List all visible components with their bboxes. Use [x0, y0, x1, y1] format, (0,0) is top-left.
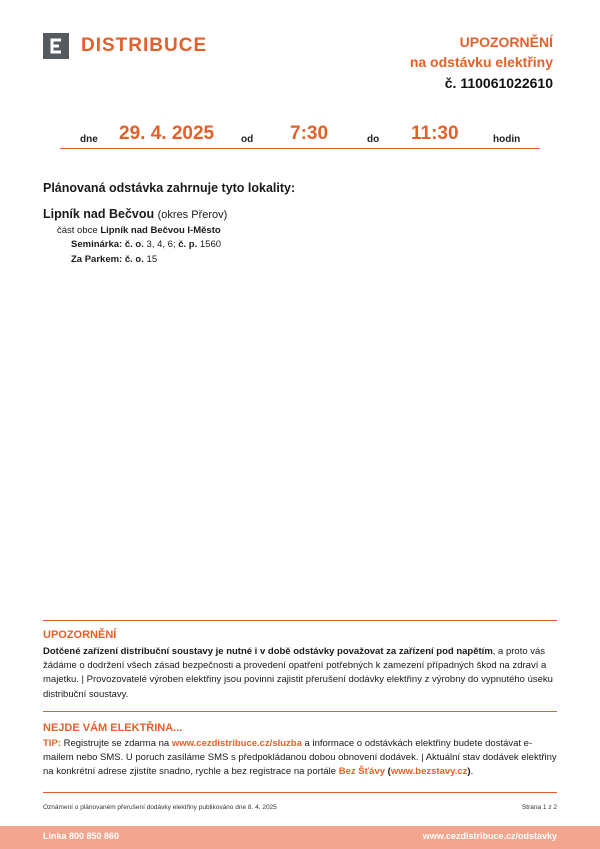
page-number: Strana 1 z 2: [521, 804, 557, 811]
locality-heading: Plánovaná odstávka zahrnuje tyto lokality:: [43, 181, 296, 195]
notice-number: [445, 75, 553, 91]
tip-label: TIP:: [43, 738, 61, 749]
notice-number-value: 110061022610: [460, 75, 553, 91]
co-values: 15: [146, 254, 158, 265]
footer-link[interactable]: www.cezdistribuce.cz/odstavky: [422, 831, 557, 841]
notice-number-prefix: č.: [444, 75, 457, 91]
town: [43, 207, 227, 221]
street-name: Za Parkem:: [71, 254, 123, 265]
date-label: dne: [80, 134, 98, 145]
tip-text: TIP: Registrujte se zdarma na www.cezdistribuce.cz/sluzba a informace o odstávkách elektřiny budete dostávat e-mailem nebo SMS. U poruch zasíláme SMS s předpokládanou dobou obnovení dodávek. | Aktuální stav dodávek elektřiny na konkrétní adrese zjistíte snadno, rychle a bez registrace na portále Bez Šťávy (www.bezstavy.cz).: [43, 738, 557, 778]
divider: [43, 711, 557, 712]
from-label: od: [241, 134, 254, 145]
published-note: Oznámení o plánovaném přerušení dodávky elektřiny publikováno dne 8. 4. 2025: [43, 804, 277, 811]
portal-link[interactable]: www.bezstavy.cz: [390, 766, 468, 778]
to-label: do: [367, 134, 380, 145]
to-time: 11:30: [411, 123, 459, 144]
warning-text: [43, 645, 559, 702]
tip-text-2: a informace o odstávkách elektřiny budete dostávat e-mailem nebo SMS. U poruch zasíláme SMS s předpokládanou dobou obnovení dodávek. | Aktuální stav dodávek elektřiny na konkrétní adrese zjistíte snadno, rychle a bez registrace na portále: [43, 738, 557, 778]
cp-values: 1560: [199, 239, 222, 250]
street-za-parkem: [71, 254, 157, 265]
schedule-underline: [60, 148, 540, 149]
town-part: [57, 225, 221, 236]
district: (okres Přerov): [157, 209, 228, 221]
registration-link[interactable]: www.cezdistribuce.cz/sluzba: [171, 738, 302, 749]
notice-subtitle: na odstávku elektřiny: [409, 54, 553, 70]
street-name: Seminárka:: [71, 239, 123, 250]
notice-title: UPOZORNĚNÍ: [459, 34, 553, 50]
co-label: č. o.: [124, 254, 144, 265]
tip-text-3: .: [470, 766, 474, 778]
hotline: Linka 800 850 860: [43, 831, 120, 841]
warning-bold: Dotčené zařízení distribuční soustavy je nutné i v době odstávky považovat za zařízení pod napětím: [43, 646, 493, 657]
warning-title: UPOZORNĚNÍ: [43, 629, 117, 641]
brand-name: DISTRIBUCE: [81, 35, 208, 56]
co-values: 3, 4, 6;: [146, 239, 176, 250]
tip-title: NEJDE VÁM ELEKTŘINA...: [43, 722, 183, 734]
divider: [43, 792, 557, 793]
date-value: 29. 4. 2025: [119, 123, 215, 144]
part-name: Lipník nad Bečvou I-Město: [100, 225, 221, 236]
portal-name: Bez Šťávy: [338, 766, 386, 778]
tip-text-1: Registrujte se zdarma na: [63, 738, 170, 749]
part-prefix: část obce: [57, 225, 98, 236]
street-seminarka: [71, 239, 221, 250]
co-label: č. o.: [124, 239, 144, 250]
cez-logo-icon: [43, 33, 69, 59]
from-time: 7:30: [290, 123, 329, 144]
divider: [43, 620, 557, 621]
cp-label: č. p.: [178, 239, 198, 250]
warning-body: , a proto vás žádáme o dodržení všech zásad bezpečnosti a provedení opatření potřebných k zamezení případných škod na zdraví a majetku. | Provozovatelé výroben elektřiny jsou povinni zajistit přerušení dodávky elektřiny z výrobny do vypnutého úseku distribuční soustavy.: [43, 646, 553, 700]
town-name: Lipník nad Bečvou: [43, 207, 155, 221]
hours-label: hodin: [493, 134, 521, 145]
